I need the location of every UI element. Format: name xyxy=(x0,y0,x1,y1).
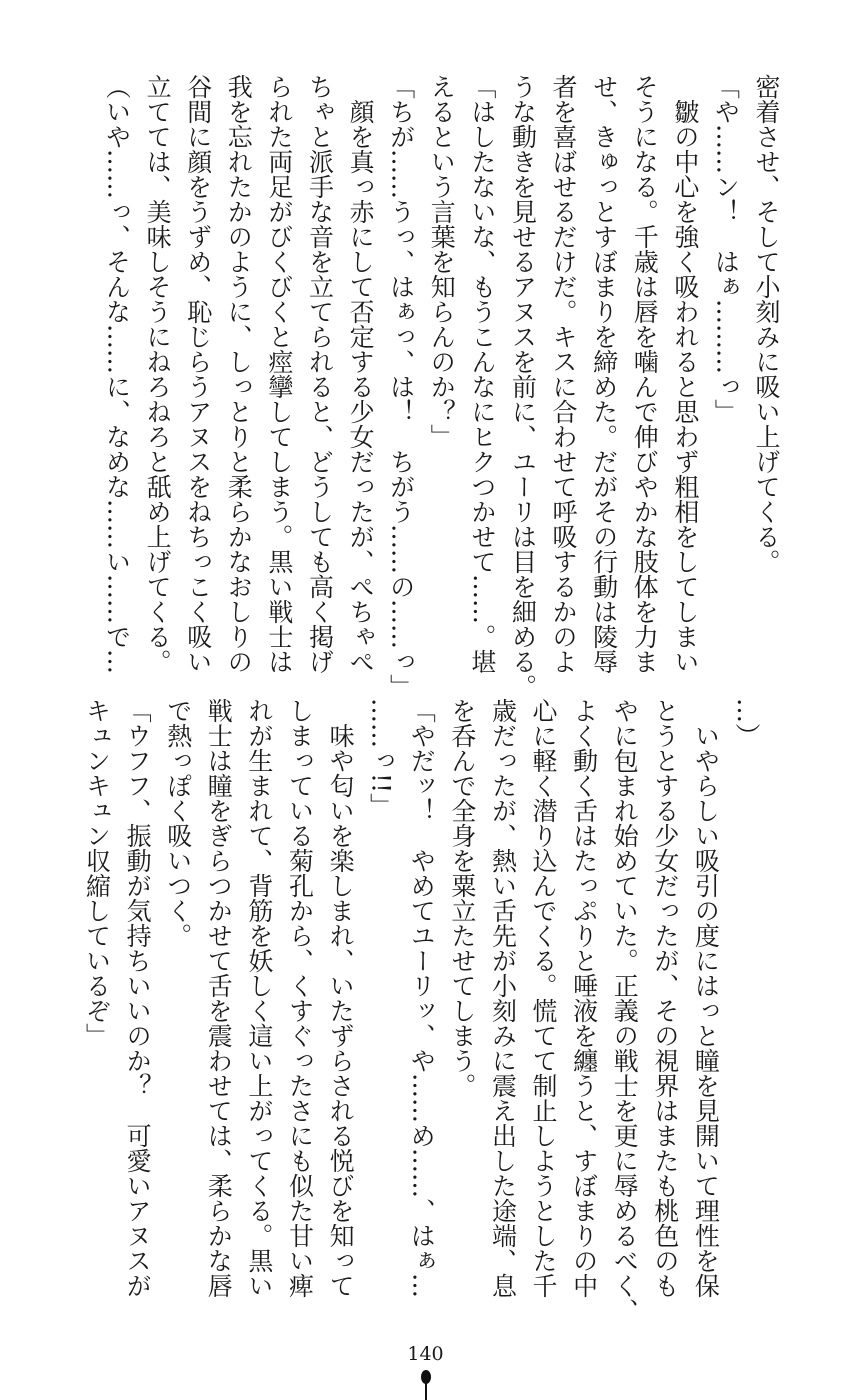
text-column: ちゃと派手な音を立てられると、どうしても高く掲げ xyxy=(305,74,335,674)
text-column: 「ウフフ、振動が気持ちいいのか？ 可愛いアヌスが xyxy=(123,698,153,1298)
text-column: えるという言葉を知らんのか？」 xyxy=(427,74,457,449)
text-column: で熱っぽく吸いつく。 xyxy=(163,698,193,948)
text-column: 歳だったが、熱い舌先が小刻みに震え出した途端、息 xyxy=(488,698,518,1298)
text-column: いやらしい吸引の度にはっと瞳を見開いて理性を保 xyxy=(691,698,721,1298)
text-column: 顔を真っ赤にして否定する少女だったが、ぺちゃぺ xyxy=(346,74,376,674)
text-column: 谷間に顔をうずめ、恥じらうアヌスをねちっこく吸い xyxy=(183,74,213,674)
text-column: せ、きゅっとすぼまりを締めた。だがその行動は陵辱 xyxy=(589,74,619,674)
page-marker-line xyxy=(425,1380,427,1400)
text-column: （いや……っ、そんな……に、なめな……い……で… xyxy=(102,74,132,674)
text-column: 「はしたないな、もうこんなにヒクつかせて……。堪 xyxy=(467,74,497,674)
text-column: うな動きを見せるアヌスを前に、ユーリは目を細める。 xyxy=(508,74,538,699)
lower-text-block xyxy=(75,698,766,1323)
text-column: 者を喜ばせるだけだ。キスに合わせて呼吸するかのよ xyxy=(549,74,579,674)
text-column: 皺の中心を強く吸われると思わず粗相をしてしまい xyxy=(670,74,700,674)
text-column: しまっている菊孔から、くすぐったさにも似た甘い痺 xyxy=(285,698,315,1298)
text-column: 「やだッ！ やめてユーリッ、や……め……、はぁ… xyxy=(407,698,437,1298)
text-column: を呑んで全身を粟立たせてしまう。 xyxy=(447,698,477,1098)
text-column: そうになる。千歳は唇を噛んで伸びやかな肢体を力ま xyxy=(630,74,660,674)
page-number: 140 xyxy=(407,1343,444,1365)
text-column: られた両足がびくびくと痙攣してしまう。黒い戦士は xyxy=(264,74,294,674)
text-column: やに包まれ始めていた。正義の戦士を更に辱めるべく、 xyxy=(610,698,640,1323)
text-column: 密着させ、そして小刻みに吸い上げてくる。 xyxy=(752,74,781,574)
text-column: 「や……ン！ はぁ………っ」 xyxy=(711,74,741,424)
text-column: 心に軽く潜り込んでくる。慌てて制止しようとした千 xyxy=(529,698,559,1298)
text-column: 我を忘れたかのように、しっとりと柔らかなおしりの xyxy=(224,74,254,674)
text-column: れが生まれて、背筋を妖しく這い上がってくる。黒い xyxy=(244,698,274,1298)
text-column: 「ちが……うっ、はぁっ、は！ ちがう……の……っ」 xyxy=(386,74,416,699)
text-column: よく動く舌はたっぷりと唾液を纏うと、すぼまりの中 xyxy=(569,698,599,1298)
text-column: …） xyxy=(732,698,761,748)
text-column: とうとする少女だったが、その視界はまたも桃色のも xyxy=(650,698,680,1298)
text-column: 味や匂いを楽しまれ、いたずらされる悦びを知って xyxy=(326,698,356,1298)
text-column: 戦士は瞳をぎらつかせて舌を震わせては、柔らかな唇 xyxy=(204,698,234,1298)
text-column: ……っ!!」 xyxy=(366,698,396,819)
text-column: キュンキュン収縮しているぞ」 xyxy=(82,698,112,1048)
text-column: 立てては、美味しそうにねろねろと舐め上げてくる。 xyxy=(143,74,173,674)
upper-text-block xyxy=(95,74,786,699)
